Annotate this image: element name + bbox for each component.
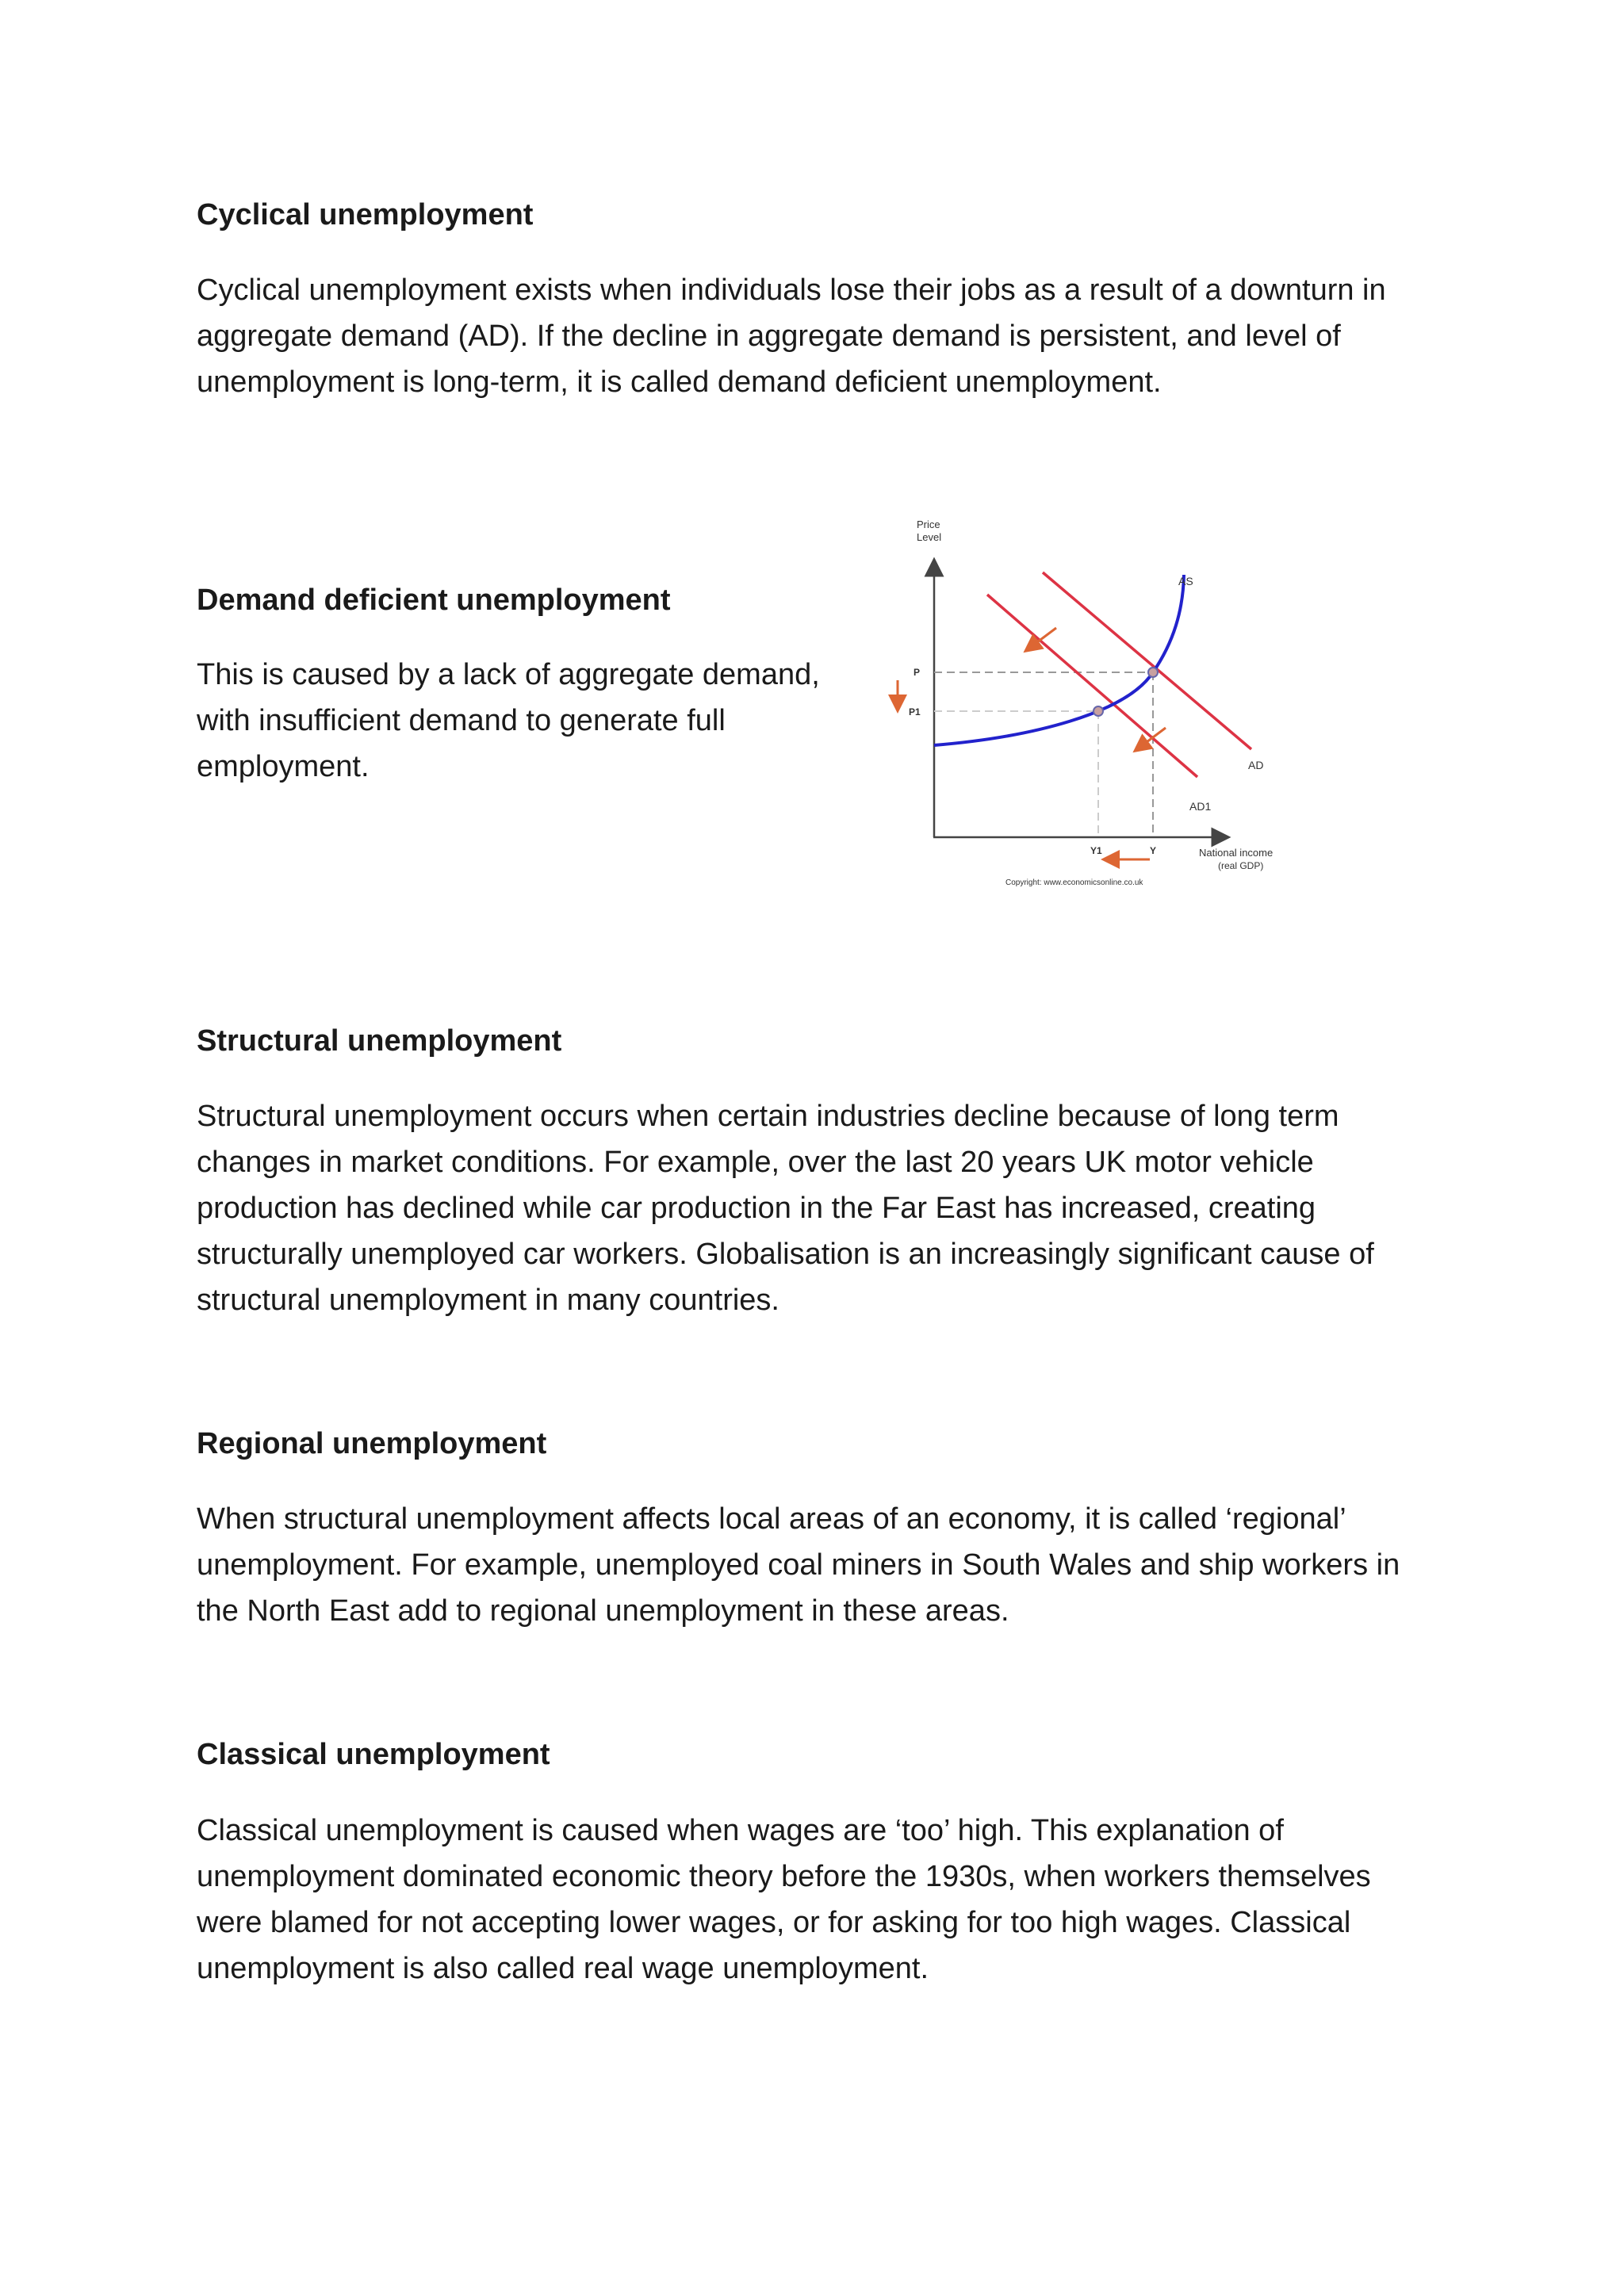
text-line: unemployment is long-term, it is called demand deficient unemployment. <box>197 365 1162 399</box>
paragraph-cyclical-unemployment <box>197 267 1386 405</box>
text-line: with insufficient demand to generate full <box>197 704 726 737</box>
income-tick-y1: Y1 <box>1090 845 1102 856</box>
y-axis-label-line-1: Price <box>917 519 940 530</box>
text-line: This is caused by a lack of aggregate demand, <box>197 658 820 691</box>
as-curve-label: AS <box>1178 575 1193 587</box>
paragraph-classical-unemployment <box>197 1808 1371 1992</box>
y-axis-label-line-2: Level <box>917 531 942 543</box>
paragraph-demand-deficient-unemployment <box>197 652 820 790</box>
new-equilibrium-point <box>1094 706 1103 716</box>
heading-structural-unemployment: Structural unemployment <box>197 1024 562 1058</box>
heading-classical-unemployment: Classical unemployment <box>197 1738 550 1771</box>
paragraph-structural-unemployment <box>197 1093 1374 1323</box>
ad1-curve <box>987 595 1197 777</box>
text-line: When structural unemployment affects local areas of an economy, it is called ‘regional’ <box>197 1502 1346 1536</box>
text-line: employment. <box>197 750 370 783</box>
text-line: Classical unemployment is caused when wages are ‘too’ high. This explanation of <box>197 1814 1284 1847</box>
paragraph-regional-unemployment <box>197 1496 1400 1634</box>
text-line: the North East add to regional unemployment in these areas. <box>197 1594 1009 1628</box>
ad1-curve-label: AD1 <box>1189 800 1212 813</box>
price-tick-p1: P1 <box>909 706 921 718</box>
ad-curve <box>1043 572 1251 749</box>
text-line: structural unemployment in many countries. <box>197 1284 779 1317</box>
equilibrium-point <box>1148 668 1158 677</box>
heading-demand-deficient-unemployment: Demand deficient unemployment <box>197 584 671 617</box>
text-line: structurally unemployed car workers. Globalisation is an increasingly significant cause of <box>197 1238 1374 1271</box>
income-tick-y: Y <box>1150 845 1157 856</box>
chart-copyright: Copyright: www.economicsonline.co.uk <box>1005 878 1143 887</box>
text-line: production has declined while car production in the Far East has increased, creating <box>197 1192 1316 1225</box>
text-line: unemployment dominated economic theory before the 1930s, when workers themselves <box>197 1860 1371 1893</box>
x-axis-label-line-2: (real GDP) <box>1218 860 1264 871</box>
text-line: Cyclical unemployment exists when individuals lose their jobs as a result of a downturn in <box>197 274 1386 307</box>
x-axis-label-line-1: National income <box>1199 847 1274 859</box>
price-tick-p: P <box>914 667 921 678</box>
heading-cyclical-unemployment: Cyclical unemployment <box>197 198 534 232</box>
heading-regional-unemployment: Regional unemployment <box>197 1427 547 1460</box>
ad-as-chart <box>872 507 1316 904</box>
text-line: unemployment. For example, unemployed coal miners in South Wales and ship workers in <box>197 1548 1400 1582</box>
text-line: were blamed for not accepting lower wages, or for asking for too high wages. Classical <box>197 1906 1351 1939</box>
ad-curve-label: AD <box>1248 759 1264 771</box>
text-line: unemployment is also called real wage unemployment. <box>197 1952 929 1985</box>
text-line: Structural unemployment occurs when certain industries decline because of long term <box>197 1100 1339 1133</box>
text-line: aggregate demand (AD). If the decline in aggregate demand is persistent, and level of <box>197 320 1341 353</box>
text-line: changes in market conditions. For example, over the last 20 years UK motor vehicle <box>197 1146 1314 1179</box>
